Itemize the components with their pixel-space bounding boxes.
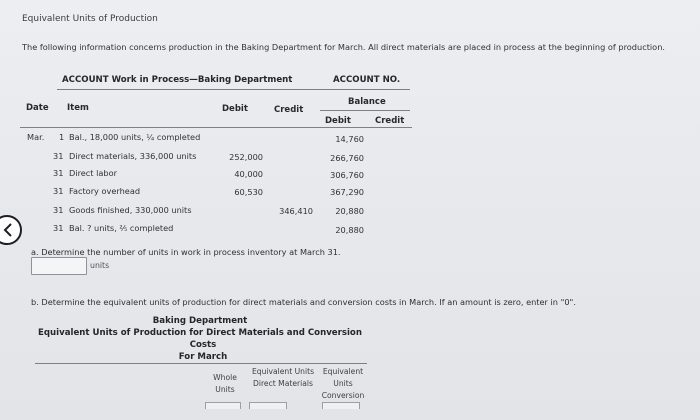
row-balance-debit: 14,760 xyxy=(335,134,364,144)
units-label: units xyxy=(90,261,110,270)
row-day: 31 xyxy=(53,186,64,196)
col-item: Item xyxy=(67,103,89,113)
direct-materials-input[interactable] xyxy=(249,402,287,409)
col-whole-units: Whole Units xyxy=(213,373,237,394)
divider xyxy=(57,89,410,90)
row-item: Factory overhead xyxy=(69,186,141,196)
col-balance-credit: Credit xyxy=(375,116,405,126)
row-item: Direct labor xyxy=(69,168,117,178)
row-item: Direct materials, 336,000 units xyxy=(69,151,197,161)
schedule-title: Equivalent Units of Production for Direct Materials and Conversion xyxy=(38,328,362,338)
col-debit: Debit xyxy=(222,104,248,114)
department-title: Baking Department xyxy=(152,316,248,326)
row-day: 31 xyxy=(53,151,64,161)
col-eu-direct-materials: Equivalent Units Direct Materials xyxy=(251,367,315,388)
conversion-input[interactable] xyxy=(322,402,360,409)
row-balance-debit: 367,290 xyxy=(330,187,364,197)
question-a-text: a. Determine the number of units in work in process inventory at March 31. xyxy=(31,247,341,257)
account-number-label: ACCOUNT NO. xyxy=(333,75,401,85)
back-button[interactable] xyxy=(0,215,22,245)
row-debit: 60,530 xyxy=(234,187,263,197)
intro-text: The following information concerns production in the Baking Department for March. All direct materials are placed in process at the beginning of production. xyxy=(22,42,665,52)
account-name: ACCOUNT Work in Process—Baking Department xyxy=(62,75,293,85)
question-b-text: b. Determine the equivalent units of production for direct materials and conversion costs in March. If an amount is zero, enter in "0". xyxy=(31,297,576,307)
col-balance-debit: Debit xyxy=(325,116,351,126)
for-march-label: For March xyxy=(178,352,228,362)
divider xyxy=(320,110,410,111)
row-day: 31 xyxy=(53,223,64,233)
row-item: Goods finished, 330,000 units xyxy=(69,205,192,215)
row-day: 31 xyxy=(53,168,64,178)
col-date: Date xyxy=(26,103,49,113)
row-balance-debit: 20,880 xyxy=(335,225,364,235)
row-debit: 40,000 xyxy=(234,169,263,179)
row-month: Mar. xyxy=(27,132,45,142)
row-item: Bal., 18,000 units, ¼ completed xyxy=(69,132,201,142)
chevron-left-icon xyxy=(3,223,13,237)
wip-units-input[interactable] xyxy=(31,257,87,275)
whole-units-input[interactable] xyxy=(205,402,241,409)
row-balance-debit: 20,880 xyxy=(335,206,364,216)
row-item: Bal. ? units, ⅖ completed xyxy=(69,223,174,233)
costs-label: Costs xyxy=(189,340,217,350)
col-eu-conversion: Equivalent Units Conversion xyxy=(321,367,365,400)
divider xyxy=(20,127,412,128)
row-debit: 252,000 xyxy=(229,152,263,162)
row-day: 31 xyxy=(53,205,64,215)
row-credit: 346,410 xyxy=(279,206,313,216)
row-balance-debit: 266,760 xyxy=(330,153,364,163)
page-title: Equivalent Units of Production xyxy=(22,14,158,24)
row-day: 1 xyxy=(59,132,65,142)
col-credit: Credit xyxy=(274,105,304,115)
balance-header: Balance xyxy=(348,97,386,107)
divider xyxy=(35,363,367,364)
row-balance-debit: 306,760 xyxy=(330,170,364,180)
